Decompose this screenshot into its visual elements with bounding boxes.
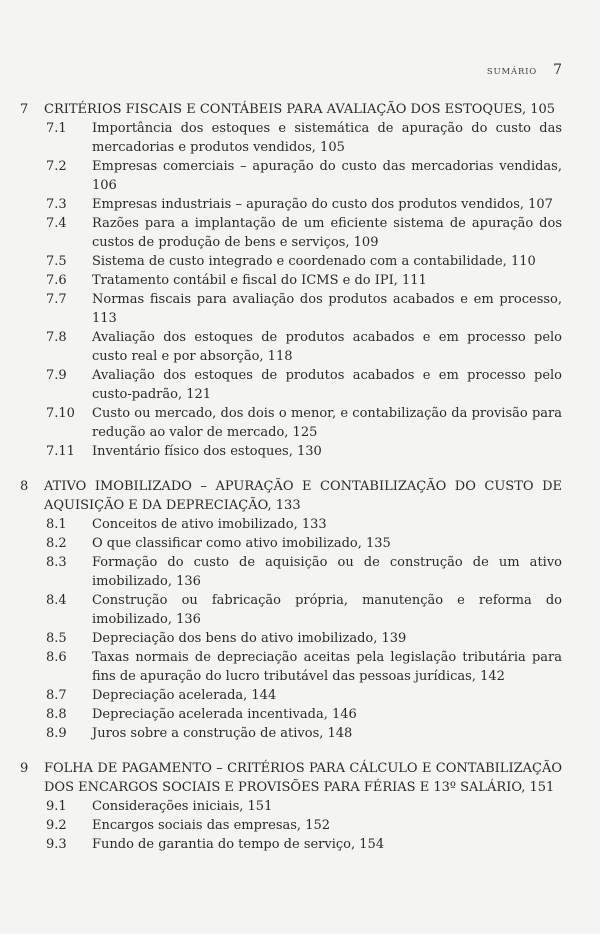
section-title: Fundo de garantia do tempo de serviço, 154 (92, 837, 385, 852)
section-number: 9.1 (46, 799, 67, 814)
page-number: 7 (553, 62, 562, 78)
section-number: 7.4 (46, 216, 67, 231)
section-number: 8.7 (46, 688, 67, 703)
section-number: 9.3 (46, 837, 67, 852)
section-title: O que classificar como ativo imobilizado, 135 (92, 536, 391, 551)
toc-entry (20, 835, 562, 854)
toc-entry (20, 591, 562, 629)
section-number: 8.9 (46, 726, 67, 741)
chapter-heading (20, 100, 562, 119)
section-title: Encargos sociais das empresas, 152 (92, 818, 331, 833)
section-title: Depreciação acelerada incentivada, 146 (92, 707, 357, 722)
section-title: Normas fiscais para avaliação dos produtos acabados e em processo, 113 (92, 292, 562, 326)
section-title: Depreciação dos bens do ativo imobilizado, 139 (92, 631, 407, 646)
section-title: Formação do custo de aquisição ou de construção de um ativo imobilizado, 136 (92, 555, 562, 589)
section-title: Empresas comerciais – apuração do custo das mercadorias vendidas, 106 (92, 159, 562, 193)
toc-entry (20, 252, 562, 271)
chapter-title: FOLHA DE PAGAMENTO – CRITÉRIOS PARA CÁLCULO E CONTABILIZAÇÃO DOS ENCARGOS SOCIAIS E PROVISÕES PARA FÉRIAS E 13º SALÁRIO, 151 (44, 761, 562, 795)
section-number: 7.1 (46, 121, 67, 136)
toc-entry (20, 328, 562, 366)
toc-entry (20, 157, 562, 195)
chapter-7 (20, 100, 562, 461)
toc-entry (20, 442, 562, 461)
section-number: 8.1 (46, 517, 67, 532)
toc-entry (20, 629, 562, 648)
chapter-number: 7 (20, 102, 29, 117)
toc-entry (20, 404, 562, 442)
section-number: 8.6 (46, 650, 67, 665)
section-number: 8.8 (46, 707, 67, 722)
toc-entry (20, 705, 562, 724)
section-title: Inventário físico dos estoques, 130 (92, 444, 322, 459)
section-number: 8.4 (46, 593, 67, 608)
toc-entry (20, 724, 562, 743)
section-title: Considerações iniciais, 151 (92, 799, 273, 814)
section-title: Conceitos de ativo imobilizado, 133 (92, 517, 327, 532)
toc-entry (20, 686, 562, 705)
toc-entry (20, 271, 562, 290)
section-title: Juros sobre a construção de ativos, 148 (92, 726, 353, 741)
toc-entry (20, 119, 562, 157)
toc-entry (20, 648, 562, 686)
toc-entry (20, 816, 562, 835)
page-header (487, 62, 562, 78)
table-of-contents (20, 100, 562, 870)
chapter-heading (20, 477, 562, 515)
chapter-title: ATIVO IMOBILIZADO – APURAÇÃO E CONTABILIZAÇÃO DO CUSTO DE AQUISIÇÃO E DA DEPRECIAÇÃO, 133 (44, 479, 562, 513)
chapter-9 (20, 759, 562, 854)
chapter-number: 8 (20, 479, 29, 494)
chapter-8 (20, 477, 562, 743)
section-title: Importância dos estoques e sistemática de apuração do custo das mercadorias e produtos vendidos, 105 (92, 121, 562, 155)
section-number: 7.11 (46, 444, 75, 459)
section-title: Taxas normais de depreciação aceitas pela legislação tributária para fins de apuração do lucro tributável das pessoas jurídicas, 142 (92, 650, 562, 684)
toc-entry (20, 534, 562, 553)
section-number: 7.6 (46, 273, 67, 288)
section-title: Tratamento contábil e fiscal do ICMS e do IPI, 111 (92, 273, 427, 288)
section-title: Custo ou mercado, dos dois o menor, e contabilização da provisão para redução ao valor de mercado, 125 (92, 406, 562, 440)
toc-entry (20, 797, 562, 816)
toc-entry (20, 553, 562, 591)
section-number: 8.3 (46, 555, 67, 570)
chapter-heading (20, 759, 562, 797)
toc-entry (20, 290, 562, 328)
section-number: 8.2 (46, 536, 67, 551)
section-number: 7.3 (46, 197, 67, 212)
toc-entry (20, 214, 562, 252)
section-number: 7.2 (46, 159, 67, 174)
toc-entry (20, 195, 562, 214)
section-number: 7.7 (46, 292, 67, 307)
section-title: Sistema de custo integrado e coordenado com a contabilidade, 110 (92, 254, 536, 269)
section-number: 7.10 (46, 406, 75, 421)
section-title: Depreciação acelerada, 144 (92, 688, 277, 703)
running-head: SUMÁRIO (486, 67, 538, 77)
section-number: 9.2 (46, 818, 67, 833)
section-title: Construção ou fabricação própria, manutenção e reforma do imobilizado, 136 (92, 593, 562, 627)
section-title: Empresas industriais – apuração do custo dos produtos vendidos, 107 (92, 197, 553, 212)
section-number: 7.8 (46, 330, 67, 345)
section-number: 8.5 (46, 631, 67, 646)
section-title: Razões para a implantação de um eficiente sistema de apuração dos custos de produção de bens e serviços, 109 (92, 216, 562, 250)
chapter-number: 9 (20, 761, 29, 776)
section-title: Avaliação dos estoques de produtos acabados e em processo pelo custo real e por absorção, 118 (92, 330, 562, 364)
section-title: Avaliação dos estoques de produtos acabados e em processo pelo custo-padrão, 121 (92, 368, 562, 402)
toc-entry (20, 515, 562, 534)
section-number: 7.9 (46, 368, 67, 383)
toc-entry (20, 366, 562, 404)
section-number: 7.5 (46, 254, 67, 269)
chapter-title: CRITÉRIOS FISCAIS E CONTÁBEIS PARA AVALIAÇÃO DOS ESTOQUES, 105 (44, 102, 556, 117)
